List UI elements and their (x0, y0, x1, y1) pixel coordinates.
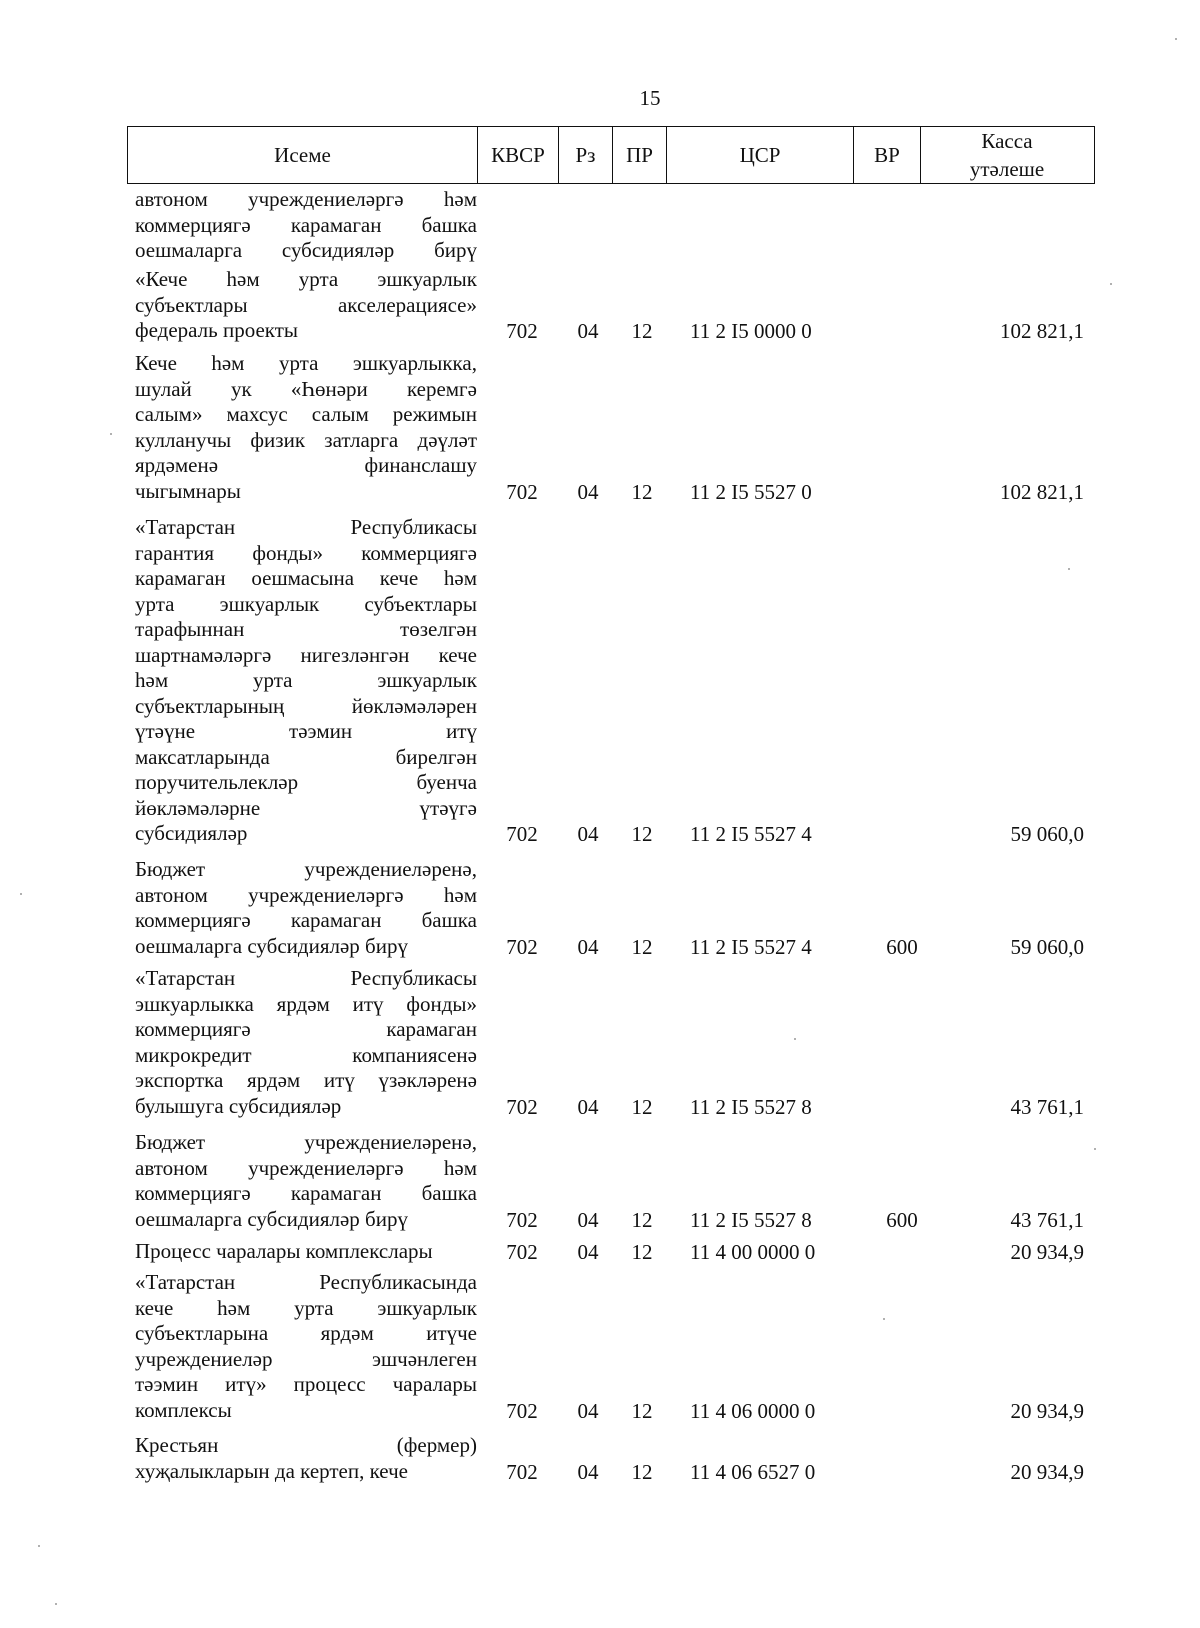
row-name-line: Процесс чаралары комплекслары (135, 1239, 433, 1263)
rz-cell: 04 (577, 1459, 599, 1484)
row-name-line: Бюджет учреждениеләренә, (135, 857, 477, 881)
row-name-line: урта эшкуарлык субъектлары (135, 591, 477, 616)
row-name-line: тәэмин итү» процесс чаралары (135, 1372, 477, 1396)
kvsr-cell: 702 (506, 822, 538, 846)
row-name-line: хуҗалыкларын да кертеп, кече (135, 1458, 408, 1483)
scan-speck (55, 1603, 57, 1605)
row-name (135, 1433, 477, 1484)
column-header-csr: ЦСР (667, 127, 854, 183)
row-name-line: максатларында бирелгән (135, 744, 477, 769)
row-name-line: коммерциягә карамаган башка (135, 908, 477, 932)
row-name-line: субъектларына ярдәм итүче (135, 1321, 477, 1345)
pr-cell: 12 (631, 1207, 653, 1232)
row-name-line: ярдәменә финанслашу (135, 453, 477, 477)
rz-cell: 04 (577, 934, 599, 959)
row-name-line: үтәүне тәэмин итү (135, 719, 477, 743)
csr-cell: 11 4 06 6527 0 (690, 1459, 816, 1484)
rz-cell: 04 (577, 1094, 599, 1119)
row-name-line: карамаган оешмасына кече һәм (135, 566, 477, 590)
page-number: 15 (639, 86, 661, 110)
pr-cell: 12 (631, 1459, 653, 1484)
row-name-line: һәм урта эшкуарлык (135, 668, 477, 692)
row-name-line: «Татарстан Республикасында (135, 1270, 477, 1294)
scan-speck (883, 1318, 885, 1320)
kassa-cell: 102 821,1 (1000, 479, 1084, 504)
column-header-name: Исеме (128, 127, 478, 183)
kvsr-cell: 702 (506, 1459, 538, 1484)
row-name (135, 267, 477, 344)
row-name-line: учреждениеләр эшчәнлеген (135, 1346, 477, 1371)
rz-cell: 04 (577, 822, 599, 846)
row-name-line: оешмаларга субсидияләр бирү (135, 238, 477, 262)
kvsr-cell: 702 (506, 319, 538, 343)
row-name-line: тарафыннан төзелгән (135, 617, 477, 641)
kassa-cell: 43 761,1 (1010, 1207, 1084, 1232)
scan-speck (20, 893, 22, 895)
row-name-line: автоном учреждениеләргә һәм (135, 882, 477, 907)
kassa-cell: 59 060,0 (1010, 822, 1084, 846)
row-name-line: поручительлекләр буенча (135, 770, 477, 794)
pr-cell: 12 (631, 1240, 653, 1264)
csr-cell: 11 4 06 0000 0 (690, 1398, 816, 1423)
column-header-pr: ПР (613, 127, 667, 183)
pr-cell: 12 (631, 319, 653, 343)
row-name-line: «Татарстан Республикасы (135, 966, 477, 990)
row-name-line: Бюджет учреждениеләренә, (135, 1130, 477, 1154)
row-name-line: Кече һәм урта эшкуарлыкка, (135, 351, 477, 375)
vr-cell: 600 (886, 934, 918, 959)
row-name-line: субъектлары акселерациясе» (135, 292, 477, 317)
row-name-line: экспортка ярдәм итү үзәкләренә (135, 1068, 477, 1092)
row-name-line: федераль проекты (135, 318, 298, 342)
row-name-line: кече һәм урта эшкуарлык (135, 1295, 477, 1320)
scan-speck (1094, 1148, 1096, 1150)
row-name-line: оешмаларга субсидияләр бирү (135, 1206, 408, 1231)
kassa-cell: 20 934,9 (1010, 1398, 1084, 1423)
pr-cell: 12 (631, 1398, 653, 1423)
row-name (135, 1270, 477, 1423)
kassa-cell: 43 761,1 (1010, 1094, 1084, 1119)
row-name (135, 187, 477, 264)
csr-cell: 11 4 00 0000 0 (690, 1240, 816, 1264)
rz-cell: 04 (577, 1240, 599, 1264)
csr-cell: 11 2 I5 0000 0 (690, 319, 812, 343)
row-name-line: субъектларының йөкләмәләрен (135, 693, 477, 718)
kvsr-cell: 702 (506, 934, 538, 959)
kassa-cell: 20 934,9 (1010, 1240, 1084, 1264)
row-name-line: булышуга субсидияләр (135, 1093, 342, 1118)
row-name-line: чыгымнары (135, 478, 241, 503)
column-header-kassa: Касса утәлеше (969, 129, 1045, 181)
row-name-line: эшкуарлыкка ярдәм итү фонды» (135, 991, 477, 1016)
row-name (135, 1239, 477, 1265)
row-name-line: субсидияләр (135, 821, 248, 845)
scan-speck (110, 433, 112, 435)
row-name-line: шулай ук «Һөнәри керемгә (135, 376, 477, 401)
row-name (135, 351, 477, 504)
column-header-vr: ВР (854, 127, 921, 183)
kassa-cell: 102 821,1 (1000, 319, 1084, 343)
kassa-cell: 20 934,9 (1010, 1459, 1084, 1484)
pr-cell: 12 (631, 479, 653, 504)
row-name-line: кулланучы физик затларга дәүләт (135, 427, 477, 452)
kvsr-cell: 702 (506, 1240, 538, 1264)
row-name (135, 515, 477, 847)
row-name-line: коммерциягә карамаган (135, 1017, 477, 1041)
csr-cell: 11 2 I5 5527 4 (690, 822, 812, 846)
pr-cell: 12 (631, 822, 653, 846)
kvsr-cell: 702 (506, 1398, 538, 1423)
csr-cell: 11 2 I5 5527 0 (690, 479, 812, 504)
row-name-line: «Татарстан Республикасы (135, 515, 477, 539)
rz-cell: 04 (577, 319, 599, 343)
kassa-cell: 59 060,0 (1010, 934, 1084, 959)
row-name-line: «Кече һәм урта эшкуарлык (135, 267, 477, 291)
row-name (135, 966, 477, 1119)
rz-cell: 04 (577, 479, 599, 504)
scan-speck (1175, 38, 1177, 40)
kvsr-cell: 702 (506, 1207, 538, 1232)
row-name-line: микрокредит компаниясенә (135, 1042, 477, 1067)
rz-cell: 04 (577, 1207, 599, 1232)
scan-speck (794, 1038, 796, 1040)
row-name-line: йөкләмәләрне үтәүгә (135, 795, 477, 820)
row-name (135, 1130, 477, 1232)
table-header (127, 126, 1095, 184)
csr-cell: 11 2 I5 5527 8 (690, 1094, 812, 1119)
pr-cell: 12 (631, 934, 653, 959)
row-name (135, 857, 477, 959)
csr-cell: 11 2 I5 5527 4 (690, 934, 812, 959)
row-name-line: автоном учреждениеләргә һәм (135, 1155, 477, 1180)
row-name-line: салым» махсус салым режимын (135, 402, 477, 426)
kvsr-cell: 702 (506, 479, 538, 504)
row-name-line: гарантия фонды» коммерциягә (135, 540, 477, 565)
csr-cell: 11 2 I5 5527 8 (690, 1207, 812, 1232)
column-header-rz: Рз (559, 127, 613, 183)
rz-cell: 04 (577, 1398, 599, 1423)
scan-speck (1068, 568, 1070, 570)
vr-cell: 600 (886, 1207, 918, 1232)
pr-cell: 12 (631, 1094, 653, 1119)
column-header-kvsr: КВСР (478, 127, 559, 183)
scan-speck (1110, 283, 1112, 285)
row-name-line: оешмаларга субсидияләр бирү (135, 933, 408, 958)
row-name-line: коммерциягә карамаган башка (135, 1181, 477, 1205)
row-name-line: шартнамәләргә нигезләнгән кече (135, 642, 477, 667)
row-name-line: коммерциягә карамаган башка (135, 212, 477, 237)
row-name-line: Крестьян (фермер) (135, 1433, 477, 1457)
scan-speck (38, 1545, 40, 1547)
row-name-line: комплексы (135, 1397, 232, 1422)
kvsr-cell: 702 (506, 1094, 538, 1119)
row-name-line: автоном учреждениеләргә һәм (135, 187, 477, 211)
